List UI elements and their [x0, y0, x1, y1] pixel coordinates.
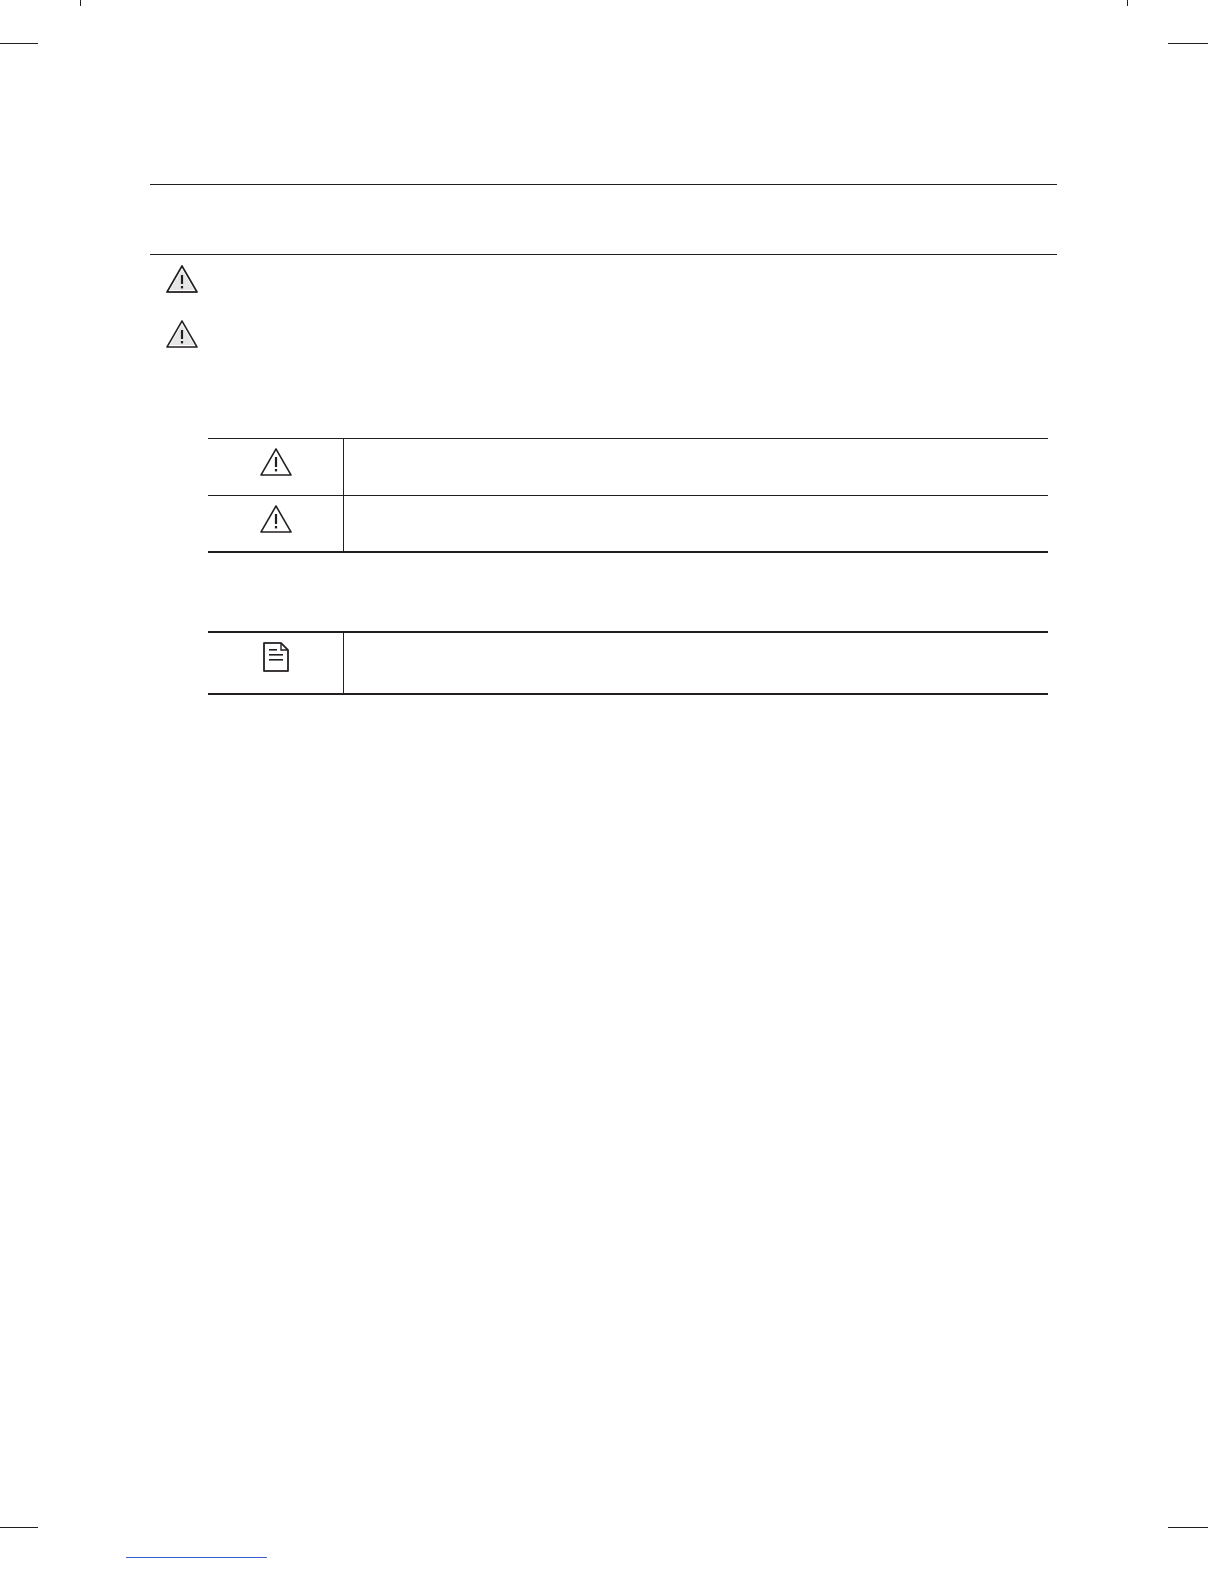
- crop-mark-bottom-right-h: [1168, 1527, 1208, 1528]
- page-title: [150, 200, 1057, 240]
- symbol-description: [344, 496, 1049, 552]
- note-document-icon: [261, 641, 291, 673]
- crop-mark-top-right-h: [1168, 43, 1208, 44]
- symbol-cell: [208, 439, 344, 496]
- footer-link-underline[interactable]: [126, 1557, 267, 1558]
- table-row: [208, 632, 1048, 694]
- warning-icon: [165, 264, 199, 294]
- table-row: [208, 496, 1048, 552]
- symbol-cell: [208, 496, 344, 552]
- caution-icon: [259, 504, 293, 534]
- note-table: [208, 631, 1048, 695]
- crop-mark-top-left: [80, 0, 81, 6]
- crop-mark-top-left-h: [0, 43, 38, 44]
- safety-symbols-table: [208, 438, 1048, 553]
- crop-mark-top-right: [1127, 0, 1128, 6]
- note-description: [344, 632, 1049, 694]
- warning-icon: [259, 447, 293, 477]
- table-row: [208, 439, 1048, 496]
- header-bottom-rule: [150, 254, 1057, 255]
- caution-icon: [165, 319, 199, 349]
- header-top-rule: [150, 184, 1057, 185]
- symbol-cell: [208, 632, 344, 694]
- symbol-description: [344, 439, 1049, 496]
- crop-mark-bottom-left-h: [0, 1527, 38, 1528]
